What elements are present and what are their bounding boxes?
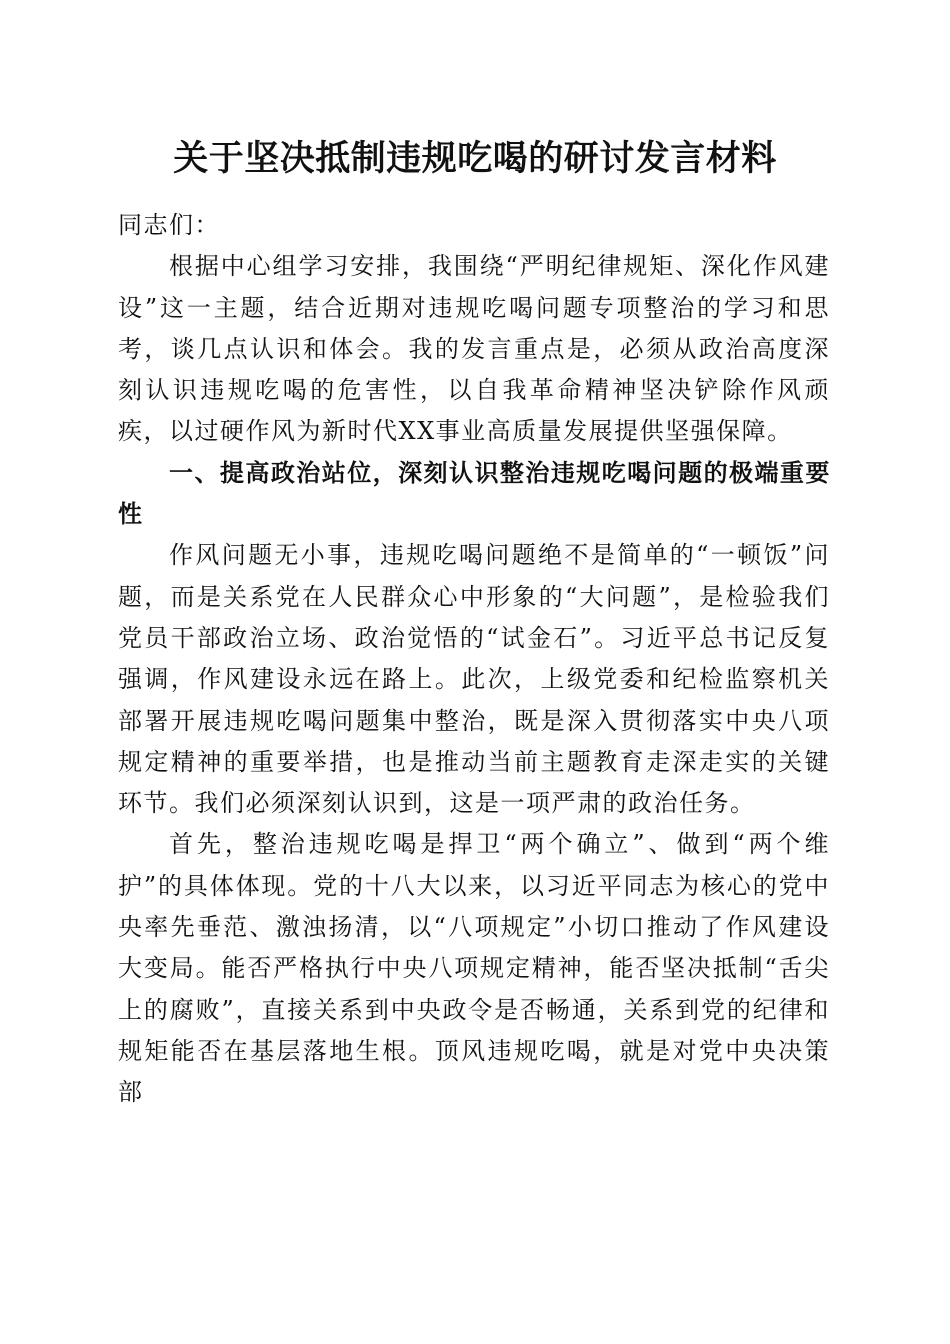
salutation: 同志们： [118,211,220,239]
section-1-paragraph-2: 首先，整治违规吃喝是捍卫“两个确立”、做到“两个维护”的具体体现。党的十八大以来，以习近平同志为核心的党中央率先垂范、激浊扬清，以“八项规定”小切口推动了作风建设大变局。能否严格执行中央八项规定精神，能否坚决抵制“舌尖上的腐败”，直接关系到中央政令是否畅通，关系到党的纪律和规矩能否在基层落地生根。顶风违规吃喝，就是对党中央决策部 [118,830,830,1107]
document-title: 关于坚决抵制违规吃喝的研讨发言材料 [173,138,777,179]
section-1-paragraph-1: 作风问题无小事，违规吃喝问题绝不是简单的“一顿饭”问题，而是关系党在人民群众心中形象的“大问题”，是检验我们党员干部政治立场、政治觉悟的“试金石”。习近平总书记反复强调，作风建设永远在路上。此次，上级党委和纪检监察机关部署开展违规吃喝问题集中整治，既是深入贯彻落实中央八项规定精神的重要举措，也是推动当前主题教育走深走实的关键环节。我们必须深刻认识到，这是一项严肃的政治任务。 [118,541,830,818]
document-body [118,205,830,1114]
intro-paragraph: 根据中心组学习安排，我围绕“严明纪律规矩、深化作风建设”这一主题，结合近期对违规吃喝问题专项整治的学习和思考，谈几点认识和体会。我的发言重点是，必须从政治高度深刻认识违规吃喝的危害性，以自我革命精神坚决铲除作风顽疾，以过硬作风为新时代XX事业高质量发展提供坚强保障。 [118,252,830,446]
section-1-heading: 一、提高政治站位，深刻认识整治违规吃喝问题的极端重要性 [118,458,830,529]
